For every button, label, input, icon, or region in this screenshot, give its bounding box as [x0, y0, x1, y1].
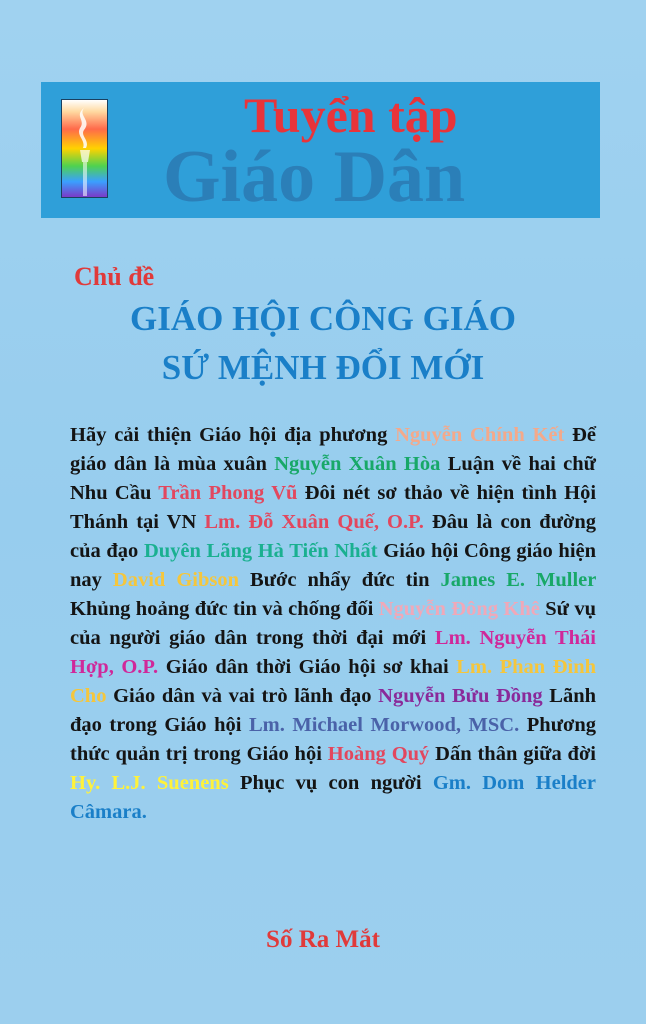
article-author: Gm. Dom Helder Câmara.	[70, 772, 596, 823]
article-title: Phương thức quản trị trong Giáo hội	[70, 714, 596, 765]
article-author: Nguyễn Xuân Hòa	[274, 453, 441, 475]
topic-label: Chủ đề	[74, 262, 155, 291]
article-title: Giáo dân và vai trò lãnh đạo	[113, 685, 372, 707]
topic-title-line-1: GIÁO HỘI CÔNG GIÁO	[129, 299, 516, 338]
series-title-top: Tuyển tập	[244, 87, 458, 143]
article-title: Đôi nét sơ thảo về hiện tình Hội Thánh tại VN	[70, 482, 597, 533]
article-title: Bước nhẩy đức tin	[250, 569, 430, 591]
article-title: Khủng hoảng đức tin và chống đối	[70, 598, 374, 620]
article-author: Lm. Phan Đình Cho	[70, 656, 597, 707]
article-title: Luận về hai chữ Nhu Cầu	[70, 453, 596, 504]
table-of-contents	[70, 421, 596, 827]
article-title: Sứ vụ của người giáo dân trong thời đại mới	[70, 598, 597, 649]
article-author: Hy. L.J. Suenens	[70, 772, 229, 794]
article-author: Hoàng Quý	[327, 743, 430, 765]
article-author: Trần Phong Vũ	[158, 482, 298, 504]
article-author: Duyên Lãng Hà Tiến Nhất	[143, 540, 378, 562]
article-title: Đâu là con đường của đạo	[70, 511, 597, 562]
article-title: Phục vụ con người	[239, 772, 422, 794]
article-title: Để giáo dân là mùa xuân	[70, 424, 597, 475]
article-author: Lm. Đỗ Xuân Quế, O.P.	[204, 511, 424, 533]
article-author: Nguyễn Chính Kết	[395, 424, 565, 446]
article-author: David Gibson	[112, 569, 240, 591]
title-banner	[41, 82, 600, 218]
article-author: Lm. Michael Morwood, MSC.	[248, 714, 520, 736]
article-title: Giáo hội Công giáo hiện nay	[70, 540, 597, 591]
issue-label: Số Ra Mắt	[266, 926, 380, 953]
series-title-bottom: Giáo Dân	[163, 136, 466, 218]
article-title: Dấn thân giữa đời	[435, 743, 597, 765]
article-title: Hãy cải thiện Giáo hội địa phương	[70, 424, 388, 446]
article-author: James E. Muller	[440, 569, 596, 591]
topic-title-line-2: SỨ MỆNH ĐỔI MỚI	[161, 348, 485, 387]
article-author: Nguyễn Bửu Đồng	[378, 685, 543, 707]
article-title: Lãnh đạo trong Giáo hội	[70, 685, 597, 736]
article-author: Lm. Nguyễn Thái Hợp, O.P.	[70, 627, 596, 678]
article-title: Giáo dân thời Giáo hội sơ khai	[165, 656, 449, 678]
flame-logo-icon	[61, 99, 108, 198]
article-author: Nguyễn Đông Khê	[378, 598, 540, 620]
